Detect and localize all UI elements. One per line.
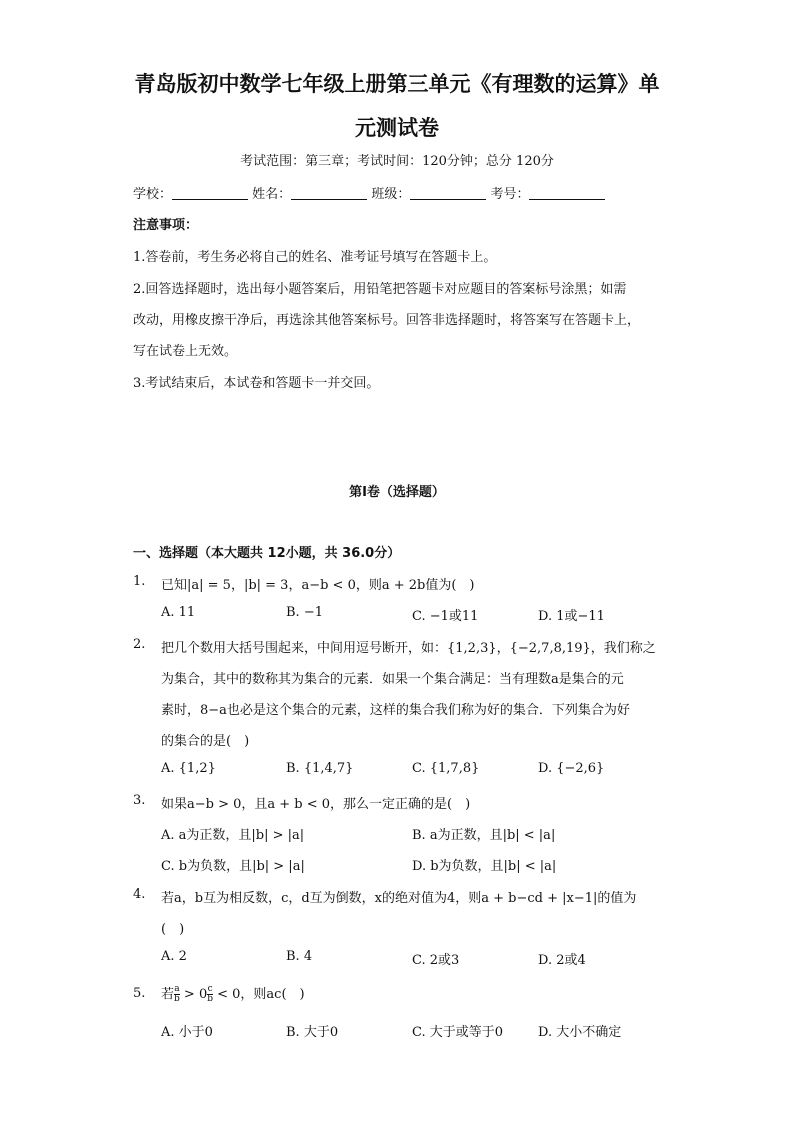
- question-2-option-d[interactable]: D. {−2,6}: [538, 761, 605, 776]
- notice-item-1: 1.答卷前，考生务必将自己的姓名、准考证号填写在答题卡上。: [133, 250, 497, 265]
- question-3-option-b[interactable]: B. a为正数，且|b| < |a|: [412, 828, 556, 843]
- exam-info: 考试范围：第三章；考试时间：120分钟；总分 120分: [240, 154, 554, 169]
- name-label: 姓名：: [252, 187, 292, 202]
- question-3-number: 3.: [133, 793, 146, 808]
- notice-heading: 注意事项：: [133, 218, 199, 233]
- exam-title-line2: 元测试卷: [355, 116, 439, 140]
- question-1-option-a[interactable]: A. 11: [161, 605, 196, 620]
- name-blank[interactable]: [291, 187, 367, 200]
- question-4-option-a[interactable]: A. 2: [161, 949, 187, 964]
- question-5-text: [161, 983, 305, 1004]
- student-info-row: [133, 183, 605, 202]
- number-blank[interactable]: [529, 187, 605, 200]
- question-2-option-b[interactable]: B. {1,4,7}: [286, 761, 354, 776]
- question-5-text-gt: > 0: [183, 987, 208, 1002]
- notice-item-2-line2: 改动，用橡皮擦干净后，再选涂其他答案标号。回答非选择题时，将答案写在答题卡上，: [133, 313, 641, 328]
- notice-item-2-line1: 2.回答选择题时，选出每小题答案后，用铅笔把答题卡对应题目的答案标号涂黑；如需: [133, 282, 627, 297]
- question-5-text-suffix: < 0，则ac( ): [217, 987, 305, 1002]
- fraction-a-denominator: b: [174, 994, 180, 1004]
- question-1-option-b[interactable]: B. −1: [286, 605, 323, 620]
- fraction-c-over-b: [207, 985, 213, 1004]
- section-title: 一、选择题（本大题共 12小题，共 36.0分）: [133, 546, 401, 561]
- question-2-text-line1: 把几个数用大括号围起来，中间用逗号断开，如：{1,2,3}，{−2,7,8,19}，我们称之: [161, 641, 656, 656]
- question-4-option-c[interactable]: C. 2或3: [412, 953, 460, 968]
- question-2-option-c[interactable]: C. {1,7,8}: [412, 761, 480, 776]
- fraction-c-denominator: b: [207, 994, 213, 1004]
- exam-title-line1: 青岛版初中数学七年级上册第三单元《有理数的运算》单: [134, 72, 660, 96]
- number-label: 考号：: [490, 187, 530, 202]
- question-5-option-b[interactable]: B. 大于0: [286, 1025, 339, 1040]
- fraction-a-over-b: [174, 985, 180, 1004]
- question-2-option-a[interactable]: A. {1,2}: [161, 761, 216, 776]
- question-4-number: 4.: [133, 887, 146, 902]
- question-5-option-d[interactable]: D. 大小不确定: [538, 1025, 622, 1040]
- question-1-option-d[interactable]: D. 1或−11: [538, 609, 605, 624]
- school-label: 学校：: [133, 187, 173, 202]
- fraction-a-numerator: a: [174, 984, 180, 994]
- question-2-text-line4: 的集合的是( ): [161, 734, 250, 749]
- question-3-option-a[interactable]: A. a为正数，且|b| > |a|: [161, 828, 305, 843]
- question-5-option-a[interactable]: A. 小于0: [161, 1025, 213, 1040]
- question-5-text-prefix: 若: [161, 987, 175, 1002]
- question-5-number: 5.: [133, 986, 146, 1001]
- question-3-option-d[interactable]: D. b为负数，且|b| < |a|: [412, 859, 557, 874]
- school-blank[interactable]: [172, 187, 248, 200]
- part-title: 第I卷（选择题）: [349, 485, 445, 500]
- notice-item-3: 3.考试结束后，本试卷和答题卡一并交回。: [133, 376, 380, 391]
- question-3-option-c[interactable]: C. b为负数，且|b| > |a|: [161, 859, 305, 874]
- question-1-option-c[interactable]: C. −1或11: [412, 609, 479, 624]
- question-5-option-c[interactable]: C. 大于或等于0: [412, 1025, 504, 1040]
- question-2-number: 2.: [133, 637, 146, 652]
- question-2-text-line2: 为集合，其中的数称其为集合的元素．如果一个集合满足：当有理数a是集合的元: [161, 672, 624, 687]
- question-4-option-b[interactable]: B. 4: [286, 949, 313, 964]
- question-2-text-line3: 素时，8−a也必是这个集合的元素，这样的集合我们称为好的集合．下列集合为好: [161, 703, 630, 718]
- question-1-number: 1.: [133, 574, 146, 589]
- class-blank[interactable]: [410, 187, 486, 200]
- question-3-text: 如果a−b > 0，且a + b < 0，那么一定正确的是( ): [161, 797, 471, 812]
- question-1-text: 已知|a| = 5，|b| = 3，a−b < 0，则a + 2b值为( ): [161, 578, 475, 593]
- question-4-text-line1: 若a，b互为相反数，c，d互为倒数，x的绝对值为4，则a + b−cd + |x−1|的值为: [161, 891, 637, 906]
- question-4-option-d[interactable]: D. 2或4: [538, 953, 586, 968]
- notice-item-2-line3: 写在试卷上无效。: [133, 344, 238, 359]
- class-label: 班级：: [371, 187, 411, 202]
- fraction-c-numerator: c: [207, 984, 213, 994]
- question-4-text-line2: ( ): [161, 922, 185, 937]
